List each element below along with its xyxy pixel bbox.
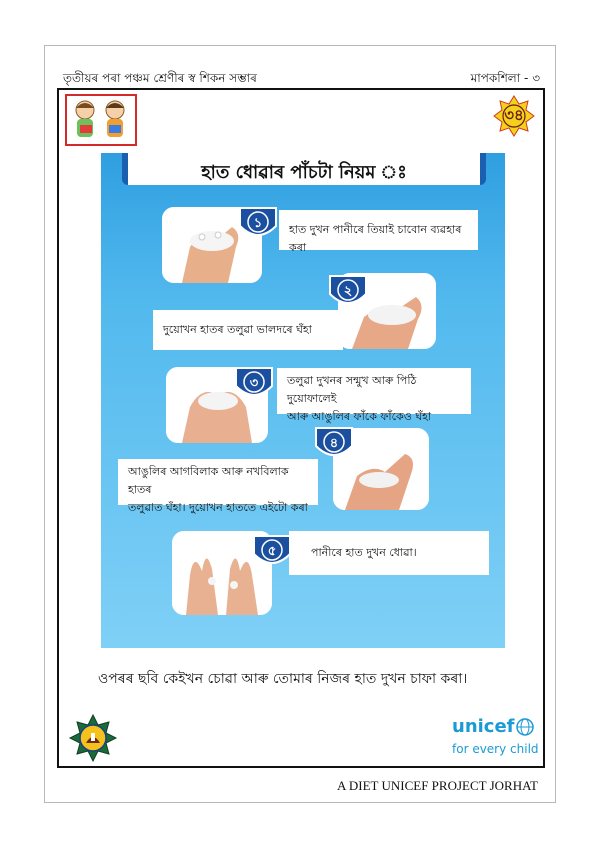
header-worksheet-number: মাপকশিলা - ৩: [470, 71, 540, 85]
unicef-logo-text: unicef: [452, 716, 515, 737]
header-series-title: তৃতীয়ৰ পৰা পঞ্চম শ্ৰেণীৰ স্ব শিকন সম্ভাৰ: [63, 71, 257, 85]
step-1-number: ১: [253, 216, 263, 231]
step-4-caption: [118, 459, 318, 514]
instruction-text: ওপৰৰ ছবি কেইখন চোৱা আৰু তোমাৰ নিজৰ হাত দুখন চাফা কৰা।: [98, 671, 468, 687]
unicef-tagline: for every child: [452, 742, 539, 756]
step-4-caption-line-1: আঙুলিৰ আগবিলাক আৰু নখবিলাক হাতৰ: [128, 465, 289, 496]
unicef-globe-icon: [516, 718, 534, 736]
step-2-number: ২: [343, 284, 353, 299]
poster-title: হাত ধোৱাৰ পাঁচটা নিয়ম ঃ: [201, 162, 407, 183]
step-2-caption: দুয়োখন হাতৰ তলুৱা ভালদৰে ঘঁহা: [153, 310, 343, 350]
step-3-number: ৩: [249, 376, 259, 391]
step-3-caption: [277, 368, 471, 423]
step-5-caption: পানীৰে হাত দুখন ধোৱা।: [289, 531, 489, 575]
step-3-caption-line-1: তলুৱা দুখনৰ সন্মুখ আৰু পিঠি দুয়োফালেই: [287, 374, 417, 405]
diet-emblem-icon: [68, 713, 118, 763]
page-number-badge: ৩৪: [504, 106, 524, 124]
footer-project-credit: A DIET UNICEF PROJECT JORHAT: [336, 778, 538, 793]
step-1-caption: হাত দুখন পানীৰে তিয়াই চাবোন ব্যৱহাৰ কৰা: [279, 210, 478, 250]
step-4-number: ৪: [329, 436, 339, 451]
step-4-caption-line-2: তলুৱাত ঘঁহা। দুয়োখন হাততে এইটো কৰা: [128, 501, 308, 514]
step-5-number: ৫: [267, 544, 277, 559]
step-3-caption-line-2: আৰু আঙুলিৰ ফাঁকে ফাঁকেও ঘঁহা: [287, 410, 432, 423]
children-reading-illustration: [65, 94, 137, 146]
